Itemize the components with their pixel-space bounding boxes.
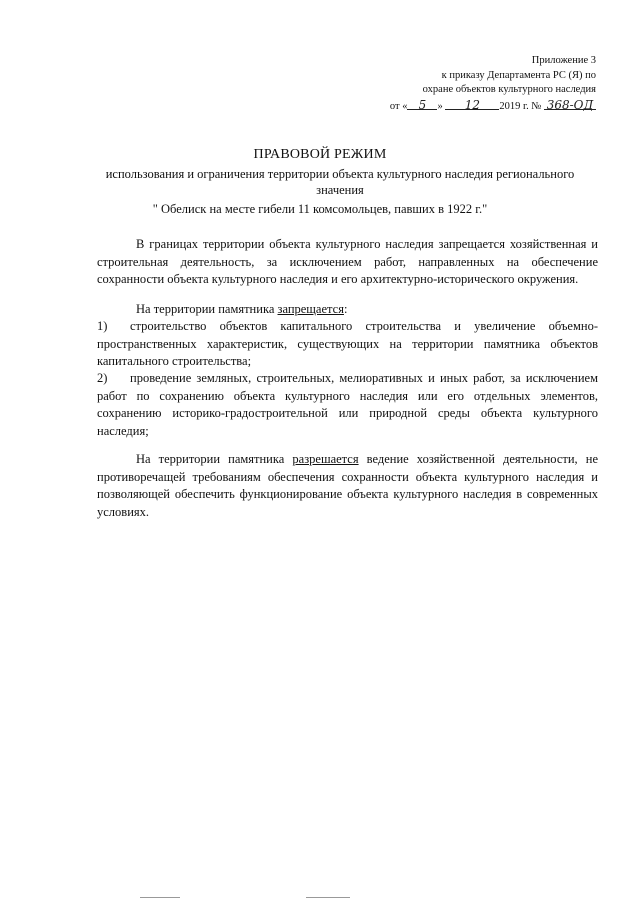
permitted-rest: ведение хозяйственной деятельности, не противоречащей требованиям обеспечения сохранности объекта культурного наследия и позволяющей обеспечить функционирование объекта культурного наследия в современных условиях. [97,452,599,519]
order-number-field [544,98,596,110]
annex-date-line [386,98,596,115]
permitted-lead: На территории памятника [136,452,285,466]
month-field [445,98,499,110]
scan-artifact [306,897,350,898]
date-prefix: от « [389,100,408,112]
paragraph-restrictions: В границах территории объекта культурного наследия запрещается хозяйственная и строительная деятельность, за исключением работ, направленных на обеспечение сохранности объекта культурного наследия и его архитектурно-исторического окружения. [97,237,598,287]
permitted-keyword: разрешается [292,452,359,466]
item-number: 1) [97,319,108,333]
item-number: 2) [97,371,108,385]
order-number-handwritten: 368-ОД [546,97,594,112]
item-text: проведение земляных, строительных, мелиоративных и иных работ, за исключением работ по сохранению объекта культурного наследия или его отдельных элементов, сохранению историко-градостроительной или природной среды объекта культурного наследия; [97,371,598,438]
document-title: ПРАВОВОЙ РЕЖИМ [253,147,387,162]
prohibited-keyword: запрещается [277,302,344,316]
month-handwritten: 12 [464,97,480,112]
document-subtitle: использования и ограничения территории объекта культурного наследия регионального значения [105,167,575,197]
date-mid: » [437,100,443,112]
prohibited-item-2 [97,370,598,440]
scan-artifact [140,897,180,898]
year-text: 2019 г. № [499,100,542,112]
annex-line-3: охране объектов культурного наследия [422,84,596,96]
day-field [407,98,437,110]
annex-line-2: к приказу Департамента РС (Я) по [441,69,596,81]
prohibited-item-1 [97,318,598,371]
prohibited-lead: На территории памятника [136,302,275,316]
permitted-paragraph [97,451,598,521]
monument-name: " Обелиск на месте гибели 11 комсомольцев, павших в 1922 г." [152,202,488,216]
annex-line-1: Приложение 3 [531,55,596,66]
item-text: строительство объектов капитального строительства и увеличение объемно-пространственных характеристик, существующих на территории памятника объектов капитального строительства; [97,319,598,369]
prohibited-colon: : [343,302,348,316]
prohibited-heading [97,301,598,319]
annex-header [386,54,596,114]
day-handwritten: 5 [418,97,427,112]
